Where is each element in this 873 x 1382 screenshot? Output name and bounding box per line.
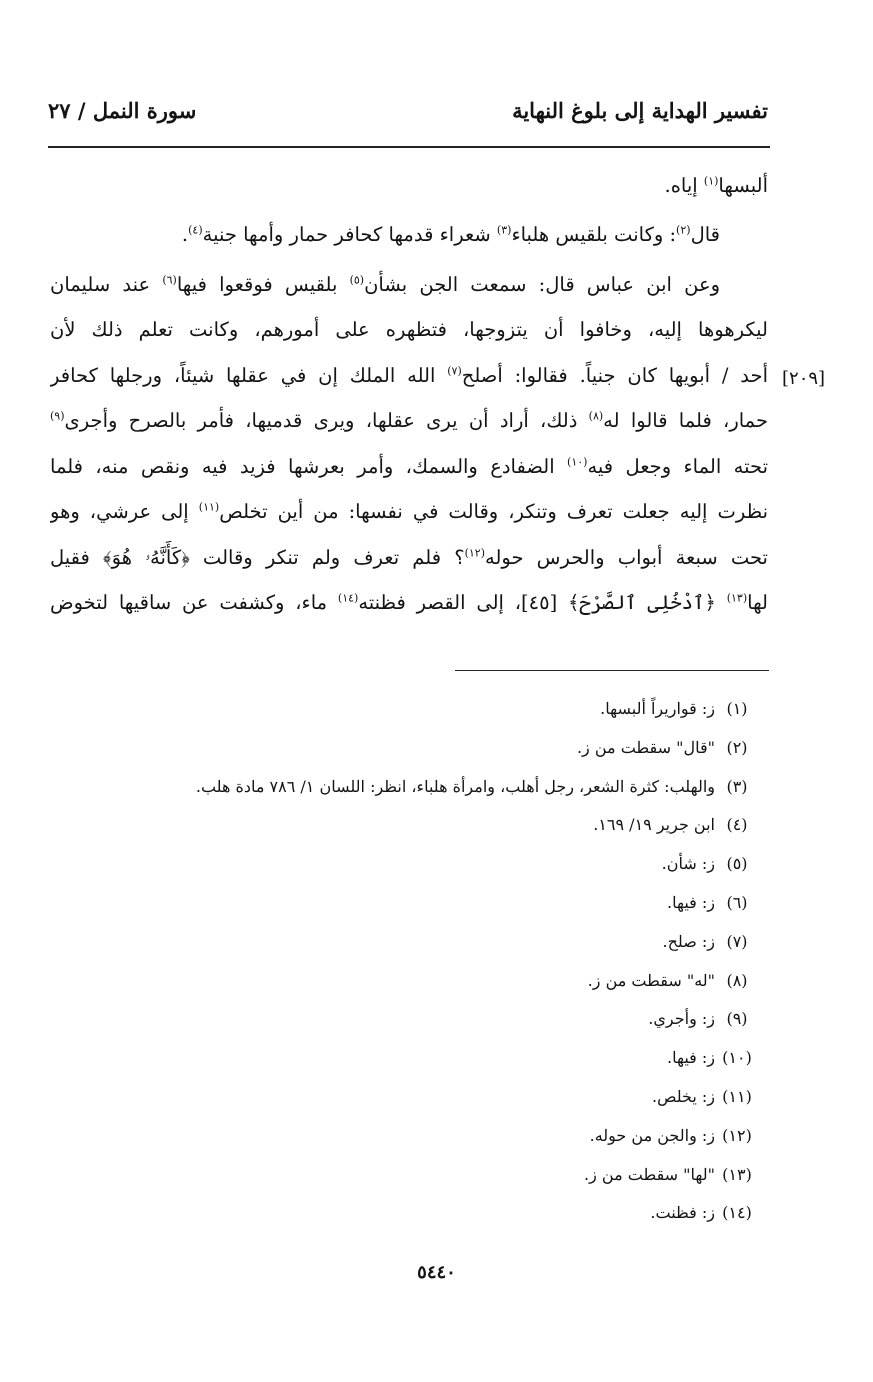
- footnote: (٥)ز: شأن.: [661, 854, 748, 874]
- header-rule: [48, 146, 770, 148]
- text-line: تحته الماء وجعل فيه$^{(١٠)}$ الضفادع والسمك، وأمر بعرشها فزيد فيه ونقص منه، فلما: [50, 454, 768, 478]
- text-line: نظرت إليه جعلت تعرف وتنكر، وقالت في نفسها: من أين تخلص$^{(١١)}$ إلى عرشي، وهو: [50, 500, 768, 523]
- footnote: (١٠)ز: فيها.: [666, 1048, 752, 1068]
- footnotes: [39, 690, 759, 1233]
- quran-quote: ﴿ٱدْخُلِى ٱلصَّرْحَ﴾: [557, 591, 727, 614]
- footnote: (٧)ز: صلح.: [662, 931, 748, 951]
- footnote: (٩)ز: وأجري.: [648, 1009, 748, 1029]
- main-text: [50, 160, 768, 626]
- footnote: (١٤)ز: فظنت.: [650, 1203, 752, 1223]
- text-line: تحت سبعة أبواب والحرس حوله$^{(١٢)}$؟ فلم تعرف ولم تنكر وقالت ﴿كَأَنَّهُۥ هُوَ﴾ فقيل: [50, 545, 768, 569]
- text-line: حمار، فلما قالوا له$^{(٨)}$ ذلك، أراد أن يرى عقلها، ويرى قدميها، فأمر بالصرح وأجرى$^{(٩)}$: [50, 409, 768, 432]
- text-line: وعن ابن عباس قال: سمعت الجن بشأن$^{(٥)}$ بلقيس فوقعوا فيها$^{(٦)}$ عند سليمان: [50, 272, 720, 296]
- footnote: (٣)والهلب: كثرة الشعر، رجل أهلب، وامرأة هلباء، انظر: اللسان ١/ ٧٨٦ مادة هلب.: [195, 776, 748, 796]
- footnote: (٨)"له" سقطت من ز.: [587, 970, 748, 990]
- footnote: (١٢)ز: والجن من حوله.: [589, 1125, 752, 1145]
- text-line: قال$^{(٢)}$: وكانت بلقيس هلباء$^{(٣)}$ شعراء قدمها كحافر حمار وأمها جنية$^{(٤)}$.: [181, 223, 720, 246]
- footnote: (١١)ز: يخلص.: [652, 1086, 752, 1106]
- footnote: (٢)"قال" سقطت من ز.: [576, 737, 748, 757]
- text-line: ألبسها$^{(١)}$ إياه.: [664, 174, 768, 197]
- footnote-rule: [455, 670, 769, 671]
- text-line: ليكرهوها إليه، وخافوا أن يتزوجها، فتظهره على أمورهم، وكانت تعلم ذلك لأن: [50, 318, 768, 341]
- book-title: تفسير الهداية إلى بلوغ النهاية: [512, 98, 768, 123]
- footnote: (٤)ابن جرير ١٩/ ١٦٩.: [593, 815, 748, 835]
- text-line: أحد / أبويها كان جنياً. فقالوا: أصلح$^{(٧)}$ الله الملك إن في عقلها شيئاً، ورجلها كحافر: [50, 363, 768, 387]
- footnote: (١٣)"لها" سقطت من ز.: [584, 1164, 752, 1184]
- text-line: لها$^{(١٣)}$ ﴿ٱدْخُلِى ٱلصَّرْحَ﴾ [٤٥]، إلى القصر فظنته$^{(١٤)}$ ماء، وكشفت عن ساقيها لتخوض: [50, 591, 768, 614]
- footnote: (٦)ز: فيها.: [666, 892, 748, 912]
- page-number: ٥٤٤٠: [417, 1262, 456, 1283]
- footnote: (١)ز: قواريراً ألبسها.: [600, 699, 748, 718]
- running-header: [48, 98, 768, 132]
- margin-page-marker: [٢٠٩]: [782, 368, 826, 389]
- quran-quote: ﴿كَأَنَّهُۥ هُوَ﴾: [103, 545, 190, 569]
- surah-title: سورة النمل / ٢٧: [48, 98, 197, 123]
